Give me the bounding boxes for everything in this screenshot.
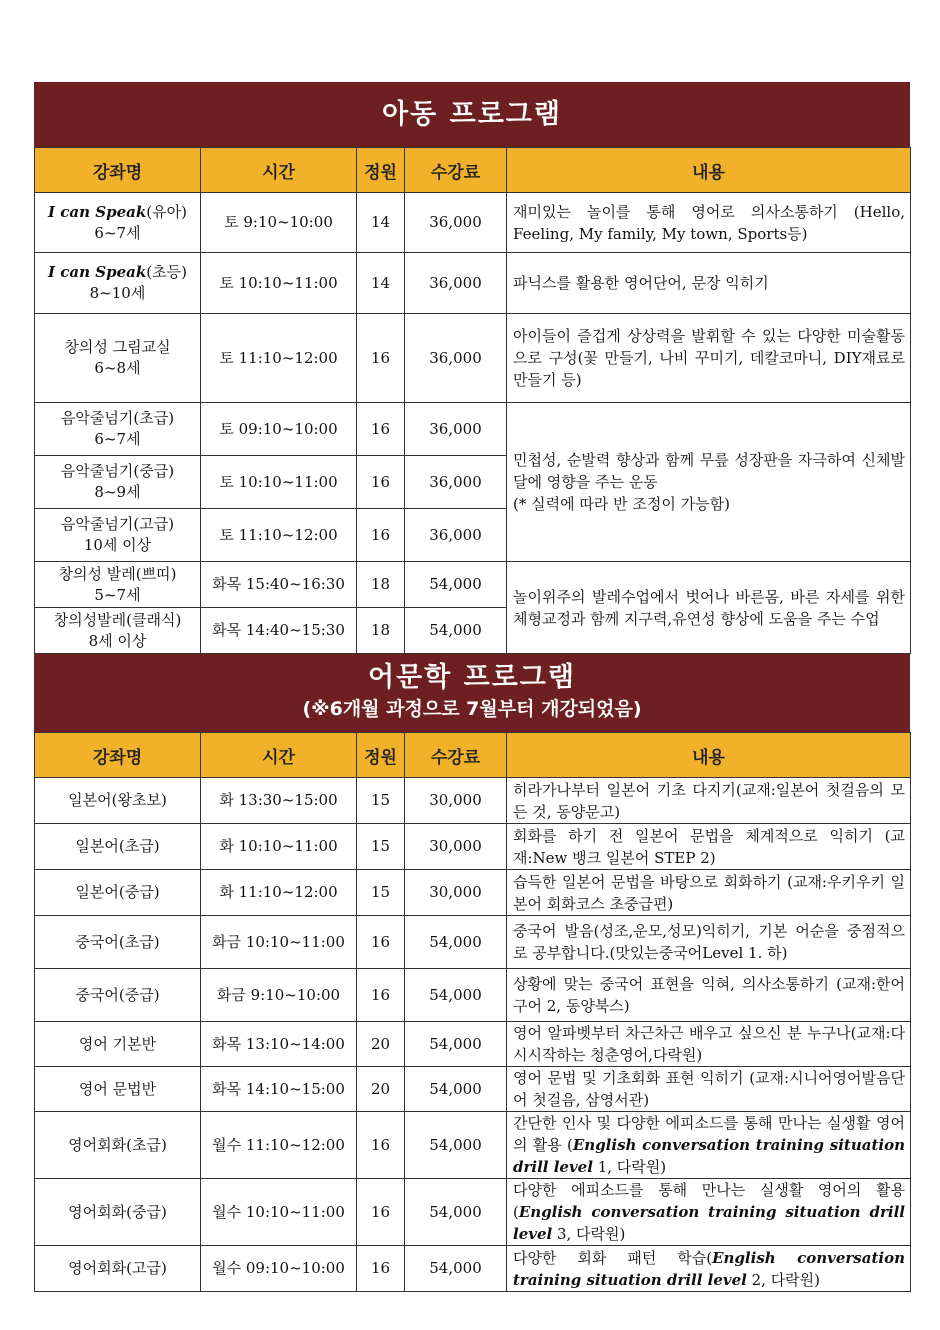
language-program-banner	[34, 654, 910, 732]
course-name: 일본어(왕초보)	[35, 778, 201, 824]
course-capacity: 16	[357, 1246, 405, 1292]
course-time: 화목 14:10~15:00	[201, 1067, 357, 1112]
course-name: 영어 문법반	[35, 1067, 201, 1112]
header-fee: 수강료	[405, 733, 507, 778]
course-time: 토 10:10~11:00	[201, 253, 357, 314]
header-content: 내용	[507, 733, 911, 778]
course-name: 창의성 그림교실 6~8세	[35, 314, 201, 403]
course-fee: 54,000	[405, 608, 507, 654]
course-capacity: 20	[357, 1022, 405, 1067]
course-content: 회화를 하기 전 일본어 문법을 체계적으로 익히기 (교재:New 뱅크 일본어 STEP 2)	[507, 824, 911, 870]
header-capacity: 정원	[357, 733, 405, 778]
course-content: 다양한 회화 패턴 학습(English conversation training situation drill level 2, 다락원)	[507, 1246, 911, 1292]
course-time: 화 11:10~12:00	[201, 870, 357, 916]
header-time: 시간	[201, 148, 357, 193]
header-fee: 수강료	[405, 148, 507, 193]
course-content: 히라가나부터 일본어 기초 다지기(교재:일본어 첫걸음의 모든 것, 동양문고)	[507, 778, 911, 824]
course-fee: 54,000	[405, 1112, 507, 1179]
course-fee: 36,000	[405, 456, 507, 509]
course-fee: 54,000	[405, 1246, 507, 1292]
course-content: 간단한 인사 및 다양한 에피소드를 통해 만나는 실생활 영어의 활용 (English conversation training situation drill level 1, 다락원)	[507, 1112, 911, 1179]
course-fee: 30,000	[405, 824, 507, 870]
course-time: 토 11:10~12:00	[201, 509, 357, 562]
course-capacity: 16	[357, 1112, 405, 1179]
course-capacity: 18	[357, 608, 405, 654]
course-capacity: 20	[357, 1067, 405, 1112]
course-time: 월수 09:10~10:00	[201, 1246, 357, 1292]
course-content: 다양한 에피소드를 통해 만나는 실생활 영어의 활용(English conversation training situation drill level 3, 다락원)	[507, 1179, 911, 1246]
course-fee: 54,000	[405, 969, 507, 1022]
header-capacity: 정원	[357, 148, 405, 193]
course-content: 파닉스를 활용한 영어단어, 문장 익히기	[507, 253, 911, 314]
course-capacity: 16	[357, 1179, 405, 1246]
course-name: I can Speak(유아) 6~7세	[35, 193, 201, 253]
course-content: 습득한 일본어 문법을 바탕으로 회화하기 (교재:우키우키 일본어 회화코스 초중급편)	[507, 870, 911, 916]
table-row	[35, 1022, 911, 1067]
course-time: 화금 10:10~11:00	[201, 916, 357, 969]
header-course: 강좌명	[35, 148, 201, 193]
course-capacity: 14	[357, 193, 405, 253]
course-name: 창의성 발레(쁘띠) 5~7세	[35, 562, 201, 608]
course-name: 영어회화(중급)	[35, 1179, 201, 1246]
course-time: 화 13:30~15:00	[201, 778, 357, 824]
course-capacity: 15	[357, 778, 405, 824]
course-time: 화목 14:40~15:30	[201, 608, 357, 654]
table-row	[35, 916, 911, 969]
table-row	[35, 1067, 911, 1112]
course-fee: 54,000	[405, 916, 507, 969]
course-capacity: 18	[357, 562, 405, 608]
table-row	[35, 403, 911, 456]
table-row	[35, 1112, 911, 1179]
table-row	[35, 778, 911, 824]
course-content: 영어 알파벳부터 차근차근 배우고 싶으신 분 누구나(교재:다시시작하는 청춘영어,다락원)	[507, 1022, 911, 1067]
course-capacity: 16	[357, 969, 405, 1022]
course-time: 화목 15:40~16:30	[201, 562, 357, 608]
course-name: 일본어(중급)	[35, 870, 201, 916]
language-program-subtitle: (※6개월 과정으로 7월부터 개강되었음)	[302, 698, 642, 720]
course-name: 영어회화(초급)	[35, 1112, 201, 1179]
course-fee: 30,000	[405, 870, 507, 916]
course-name: 영어회화(고급)	[35, 1246, 201, 1292]
course-time: 월수 10:10~11:00	[201, 1179, 357, 1246]
course-capacity: 14	[357, 253, 405, 314]
course-name: 중국어(초급)	[35, 916, 201, 969]
table-row	[35, 824, 911, 870]
course-time: 토 9:10~10:00	[201, 193, 357, 253]
children-program-title: 아동 프로그램	[34, 82, 910, 147]
course-name: 음악줄넘기(초급) 6~7세	[35, 403, 201, 456]
table-header-row	[35, 148, 911, 193]
course-name: 창의성발레(클래식) 8세 이상	[35, 608, 201, 654]
table-row	[35, 314, 911, 403]
language-program-table	[34, 732, 911, 1292]
course-fee: 54,000	[405, 1022, 507, 1067]
course-fee: 36,000	[405, 314, 507, 403]
table-row	[35, 969, 911, 1022]
course-name: I can Speak(초등) 8~10세	[35, 253, 201, 314]
course-fee: 36,000	[405, 253, 507, 314]
course-time: 토 09:10~10:00	[201, 403, 357, 456]
course-content: 상황에 맞는 중국어 표현을 익혀, 의사소통하기 (교재:한어구어 2, 동양북스)	[507, 969, 911, 1022]
course-fee: 54,000	[405, 1067, 507, 1112]
course-capacity: 16	[357, 403, 405, 456]
course-fee: 36,000	[405, 509, 507, 562]
course-time: 화 10:10~11:00	[201, 824, 357, 870]
header-time: 시간	[201, 733, 357, 778]
course-capacity: 16	[357, 916, 405, 969]
ballet-content: 놀이위주의 발레수업에서 벗어나 바른몸, 바른 자세를 위한 체형교정과 함께 지구력,유연성 향상에 도움을 주는 수업	[507, 562, 911, 654]
course-time: 월수 11:10~12:00	[201, 1112, 357, 1179]
course-fee: 54,000	[405, 1179, 507, 1246]
course-name: 음악줄넘기(고급) 10세 이상	[35, 509, 201, 562]
course-time: 토 10:10~11:00	[201, 456, 357, 509]
course-content: 재미있는 놀이를 통해 영어로 의사소통하기 (Hello, Feeling, My family, My town, Sports등)	[507, 193, 911, 253]
course-name: 영어 기본반	[35, 1022, 201, 1067]
course-fee: 30,000	[405, 778, 507, 824]
program-sheet	[34, 82, 910, 1292]
children-program-table	[34, 147, 911, 654]
jumprope-content: 민첩성, 순발력 향상과 함께 무릎 성장판을 자극하여 신체발달에 영향을 주는 운동 (* 실력에 따라 반 조정이 가능함)	[507, 403, 911, 562]
table-row	[35, 562, 911, 608]
table-row	[35, 193, 911, 253]
course-capacity: 16	[357, 314, 405, 403]
course-name: 일본어(초급)	[35, 824, 201, 870]
table-row	[35, 253, 911, 314]
table-row	[35, 1179, 911, 1246]
course-content: 중국어 발음(성조,운모,성모)익히기, 기본 어순을 중점적으로 공부합니다.(맛있는중국어Level 1. 하)	[507, 916, 911, 969]
course-capacity: 15	[357, 870, 405, 916]
course-capacity: 16	[357, 456, 405, 509]
course-time: 화금 9:10~10:00	[201, 969, 357, 1022]
table-row	[35, 870, 911, 916]
course-time: 화목 13:10~14:00	[201, 1022, 357, 1067]
language-program-title: 어문학 프로그램	[368, 662, 576, 693]
table-row	[35, 1246, 911, 1292]
header-course: 강좌명	[35, 733, 201, 778]
course-content: 영어 문법 및 기초회화 표현 익히기 (교재:시니어영어발음단어 첫걸음, 삼영서관)	[507, 1067, 911, 1112]
course-capacity: 15	[357, 824, 405, 870]
course-fee: 36,000	[405, 403, 507, 456]
header-content: 내용	[507, 148, 911, 193]
course-time: 토 11:10~12:00	[201, 314, 357, 403]
course-name: 중국어(중급)	[35, 969, 201, 1022]
course-fee: 36,000	[405, 193, 507, 253]
course-name: 음악줄넘기(중급) 8~9세	[35, 456, 201, 509]
table-header-row	[35, 733, 911, 778]
course-content: 아이들이 즐겁게 상상력을 발휘할 수 있는 다양한 미술활동으로 구성(꽃 만들기, 나비 꾸미기, 데칼코마니, DIY재료로 만들기 등)	[507, 314, 911, 403]
course-fee: 54,000	[405, 562, 507, 608]
course-capacity: 16	[357, 509, 405, 562]
